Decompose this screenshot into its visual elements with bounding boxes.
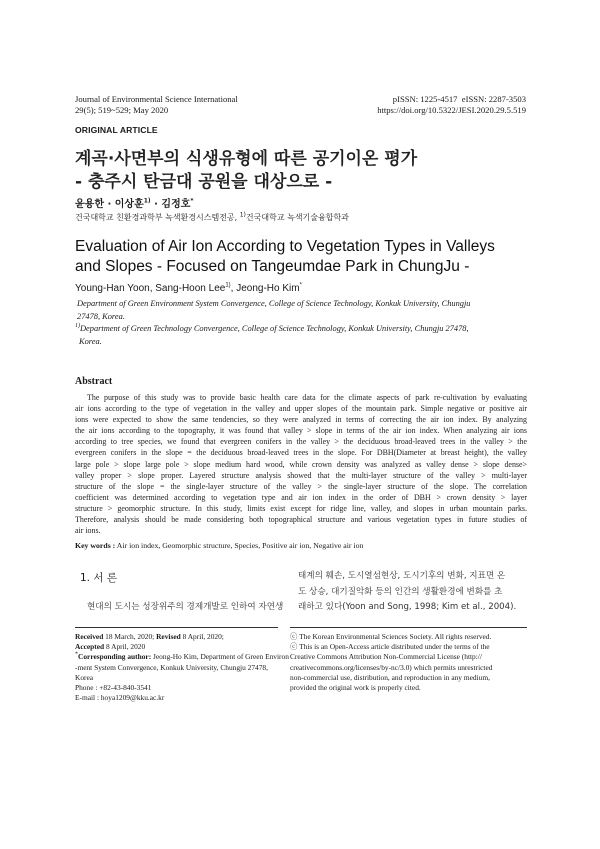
author-en-1: Young-Han Yoon, — [75, 283, 156, 294]
author-separator: , — [230, 283, 237, 294]
affiliation-en-2 — [75, 323, 530, 336]
license-line: non-commercial use, distribution, and reproduction in any medium, — [290, 672, 490, 682]
abstract-line: evergreen conifers in the slope = the deciduous broad-leaved trees in the slope. For DBH(Diameter at breast height), the valley — [75, 448, 527, 458]
affiliation-en-2-cont: Korea. — [79, 336, 102, 346]
corresponding-label: Corresponding author: — [78, 652, 152, 662]
abstract-line: ions were expected to show the same tendencies, so they were analyzed in terms of correcting the air ion index. By analyzing — [75, 415, 527, 425]
affiliation-en-1: Department of Green Environment System Convergence, College of Science Technology, Konkuk University, Chungju — [77, 299, 471, 308]
korean-title-line2: - 충주시 탄금대 공원을 대상으로 - — [75, 172, 333, 192]
license-line: Creative Commons Attribution Non-Commercial License (http:// — [290, 652, 482, 662]
affiliation-en-2-text: Department of Green Technology Convergence, College of Science Technology, Konkuk University, Chungju 27478, — [80, 324, 469, 333]
abstract-body — [75, 392, 527, 536]
license-notice — [290, 632, 530, 693]
corresponding-country: Korea — [75, 672, 94, 682]
keywords-text: Air ion index, Geomorphic structure, Species, Positive air ion, Negative air ion — [115, 541, 364, 550]
article-type: ORIGINAL ARTICLE — [75, 125, 158, 135]
email-link[interactable]: E-mail : hoya1209@kku.ac.kr — [75, 693, 165, 703]
abstract-line: The purpose of this study was to provide basic health care data for the climate aspects of park re-cultivation by evaluating — [87, 393, 527, 402]
author-ko-3-sup: * — [190, 197, 194, 205]
doi-link[interactable]: https://doi.org/10.5322/JESI.2020.29.5.519 — [377, 105, 526, 115]
affiliation-en-sup: 1) — [75, 323, 80, 330]
footer-rule-left — [75, 627, 278, 628]
journal-identifiers — [377, 94, 526, 116]
journal-info — [75, 94, 238, 116]
footer-rule-right — [290, 627, 527, 628]
english-title — [75, 237, 495, 277]
english-title-line1: Evaluation of Air Ion According to Vegetation Types in Valleys — [75, 238, 495, 255]
abstract-line: structure of the slope = the single-layer structure of the valley > the single-layer structure of the slope. The correlation — [75, 481, 527, 491]
revised-label: Revised — [156, 632, 181, 641]
received-label: Received — [75, 632, 104, 641]
affiliation-ko-1: 건국대학교 친환경과학부 녹색환경시스템전공, — [75, 213, 240, 222]
abstract-line: air ions according to the type of vegetation in the valley and upper slopes of the mountain park. Simple negative or positive air — [75, 404, 527, 414]
korean-affiliation — [75, 212, 349, 223]
corresponding-sup: * — [75, 651, 78, 658]
author-separator: · — [150, 199, 162, 210]
abstract-line: air ions. — [75, 526, 101, 536]
korean-authors — [75, 195, 194, 210]
english-affiliations — [75, 298, 530, 348]
affiliation-ko-2: 건국대학교 녹색기술융합학과 — [245, 213, 349, 222]
abstract-line: structure > geomorphic structure. In this study, limits exist except for ridge line, valley, and slopes in urban mountain parks. — [75, 503, 527, 513]
journal-volume: 29(5); 519~529; May 2020 — [75, 105, 169, 115]
abstract-line: the air ions according to the topography, it was found that valley > slope in terms of the air ion index. When analyzing air ions — [75, 426, 527, 436]
english-title-line2: and Slopes - Focused on Tangeumdae Park in ChungJu - — [75, 258, 470, 275]
license-line: provided the original work is properly cited. — [290, 683, 421, 693]
abstract-line: according to tree species, we found that evergreen conifers in the valley > the deciduous broad-leaved trees in the valley > the — [75, 437, 527, 447]
abstract-line: large pole > slope large pole > slope medium hard wood, while crown density was analyzed as valley dense > slope dense> — [75, 459, 527, 469]
author-en-2: Sang-Hoon Lee — [155, 283, 226, 294]
issn: pISSN: 1225-4517 eISSN: 2287-3503 — [392, 94, 526, 104]
phone: Phone : +82-43-840-3541 — [75, 683, 152, 693]
revised-date: 8 April, 2020; — [180, 632, 224, 641]
intro-right-line: 래하고 있다(Yoon and Song, 1998; Kim et al., 2004). — [298, 602, 517, 613]
intro-right-line: 도 상승, 대기질악화 등의 인간의 생활환경에 변화를 초 — [298, 586, 503, 597]
abstract-line: valley proper > slope proper. Layered structure analysis showed that the multi-layer structure of the valley > multi-layer — [75, 470, 527, 480]
corresponding-text: Jeong-Ho Kim, Department of Green Environ — [151, 652, 289, 662]
korean-title — [75, 148, 417, 194]
intro-paragraph-right — [298, 569, 530, 616]
author-en-3: Jeong-Ho Kim — [236, 283, 300, 294]
affiliation-en-1-cont: 27478, Korea. — [77, 311, 125, 321]
license-line: ⓒ This is an Open-Access article distributed under the terms of the — [290, 642, 490, 652]
license-link[interactable]: creativecommons.org/licenses/by-nc/3.0) which permits unrestricted — [290, 662, 493, 672]
keywords-label: Key words : — [75, 541, 116, 550]
author-ko-1: 윤용한 — [75, 199, 104, 210]
author-en-2-sup: 1) — [225, 282, 231, 289]
received-date: 18 March, 2020; — [103, 632, 157, 641]
corresponding-text-cont: -ment System Convergence, Konkuk University, Chungju 27478, — [75, 662, 268, 672]
intro-paragraph-left: 현대의 도시는 성장위주의 경제개발로 인하여 자연생 — [87, 602, 284, 612]
author-en-3-sup: * — [299, 282, 302, 289]
affiliation-ko-sup: 1) — [239, 211, 246, 219]
copyright-line: ⓒ The Korean Environmental Sciences Society. All rights reserved. — [290, 632, 492, 641]
author-ko-2-sup: 1) — [143, 197, 151, 205]
english-authors — [75, 283, 302, 294]
journal-name: Journal of Environmental Science International — [75, 94, 238, 104]
author-ko-3: 김정호 — [161, 199, 191, 210]
intro-heading: 1. 서 론 — [80, 572, 117, 584]
author-separator: · — [103, 199, 115, 210]
korean-title-line1: 계곡·사면부의 식생유형에 따른 공기이온 평가 — [75, 149, 418, 169]
author-ko-2: 이상훈 — [114, 199, 144, 210]
accepted-date: 8 April, 2020 — [104, 642, 146, 652]
abstract-heading: Abstract — [75, 376, 113, 387]
accepted-label: Accepted — [75, 642, 105, 652]
keywords — [75, 541, 363, 550]
abstract-line: coefficient was determined according to vegetation type and air ion index in the order of DBH > crown density > layer — [75, 492, 527, 502]
intro-right-line: 태계의 훼손, 도시열섬현상, 도시기후의 변화, 지표면 온 — [298, 571, 506, 581]
abstract-line: Therefore, analysis should be made considering both topographical structure and various vegetation types in future studies of — [75, 515, 527, 525]
article-history — [75, 632, 289, 703]
